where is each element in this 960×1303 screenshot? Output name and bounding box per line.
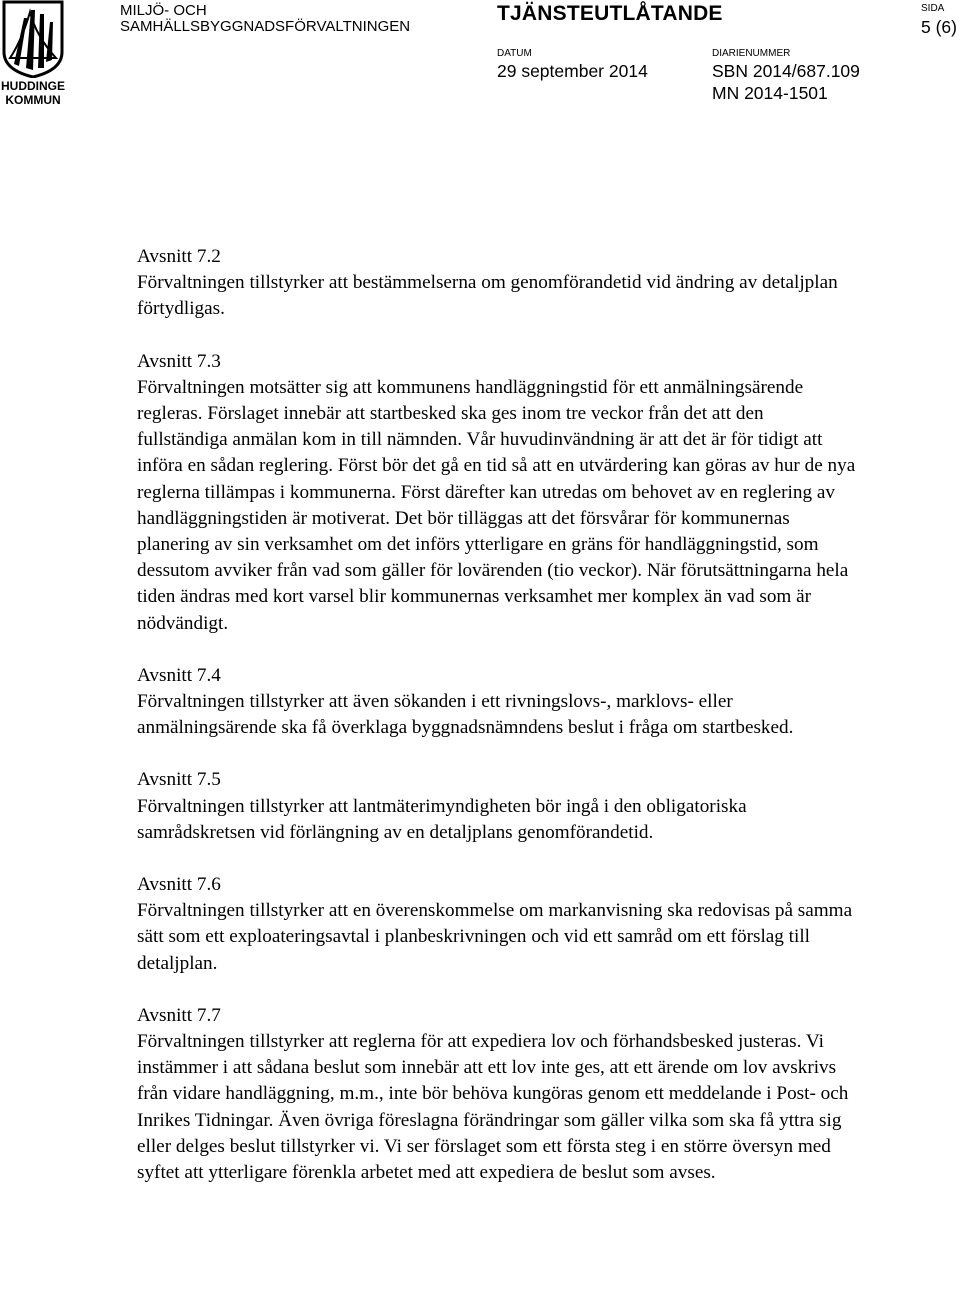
crest-icon	[0, 0, 66, 78]
section-7-5	[137, 767, 857, 846]
section-7-6	[137, 872, 857, 977]
section-7-7	[137, 1003, 857, 1186]
section-text: Förvaltningen tillstyrker att reglerna för att expediera lov och förhandsbesked justeras. Vi instämmer i att sådana beslut som innebär att ett lov inte ges, att ett ärende om lov avskrivs från vidare handläggning, m.m., inte bör behöva kungöras genom ett meddelande i Post- och Inrikes Tidningar. Även övriga föreslagna förändringar som gäller vilka som ska få yttra sig eller delges beslut tillstyrker vi. Vi ser förslaget som ett första steg i en större översyn med syftet att ytterligare förenkla arbetet med att expediera de beslut som avses.	[137, 1031, 849, 1184]
section-heading: Avsnitt 7.7	[137, 1004, 221, 1026]
department-name	[120, 3, 410, 35]
registration-number-sbn: SBN 2014/687.109	[712, 61, 860, 81]
section-text: Förvaltningen tillstyrker att bestämmelserna om genomförandetid vid ändring av detaljplan förtydligas.	[137, 272, 838, 320]
date-label: DATUM	[497, 48, 532, 59]
section-7-2	[137, 244, 857, 323]
section-heading: Avsnitt 7.3	[137, 350, 221, 372]
section-text: Förvaltningen motsätter sig att kommunens handläggningstid för ett anmälningsärende regleras. Förslaget innebär att startbesked ska ges inom tre veckor från det att den fullständiga anmälan kom in till nämnden. Vår huvudinvändning är att det är för tidigt att införa en sådan reglering. Först bör det gå en tid så att en utvärdering kan göras av hur de nya reglerna tillämpas i kommunerna. Först därefter kan utredas om behovet av en reglering av handläggningstiden är motiverat. Det bör tilläggas att det försvårar för kommunernas planering av sin verksamhet om det införs ytterligare en gräns för handläggningstid, som dessutom avviker från vad som gäller för lovärenden (tio veckor). När förutsättningarna hela tiden ändras med kort varsel blir kommunernas verksamhet mer komplex än vad som är nödvändigt.	[137, 376, 856, 634]
date-value: 29 september 2014	[497, 61, 648, 81]
section-heading: Avsnitt 7.5	[137, 769, 221, 791]
registration-number-label: DIARIENUMMER	[712, 48, 791, 59]
section-text: Förvaltningen tillstyrker att även sökanden i ett rivningslovs-, marklovs- eller anmälningsärende ska få överklaga byggnadsnämndens beslut i fråga om startbesked.	[137, 691, 794, 739]
registration-numbers	[712, 60, 860, 104]
section-heading: Avsnitt 7.4	[137, 664, 221, 686]
department-line-1: MILJÖ- OCH	[120, 2, 207, 19]
document-type: TJÄNSTEUTLÅTANDE	[497, 2, 723, 25]
logo-text: HUDDINGE KOMMUN	[0, 79, 65, 107]
section-heading: Avsnitt 7.6	[137, 874, 221, 896]
section-text: Förvaltningen tillstyrker att lantmäterimyndigheten bör ingå i den obligatoriska samrådskretsen vid förlängning av en detaljplans genomförandetid.	[137, 795, 747, 843]
registration-number-mn: MN 2014-1501	[712, 83, 828, 103]
section-heading: Avsnitt 7.2	[137, 246, 221, 267]
page-number: 5 (6)	[921, 17, 957, 37]
section-text: Förvaltningen tillstyrker att en överenskommelse om markanvisning ska redovisas på samma sätt som ett exploateringsavtal i planbeskrivningen och vid ett samråd om ett förslag till detaljplan.	[137, 900, 853, 974]
section-7-4	[137, 663, 857, 742]
department-line-2: SAMHÄLLSBYGGNADSFÖRVALTNINGEN	[120, 18, 411, 35]
page-label: SIDA	[921, 3, 945, 14]
section-7-3	[137, 349, 857, 637]
document-body	[137, 244, 857, 1212]
